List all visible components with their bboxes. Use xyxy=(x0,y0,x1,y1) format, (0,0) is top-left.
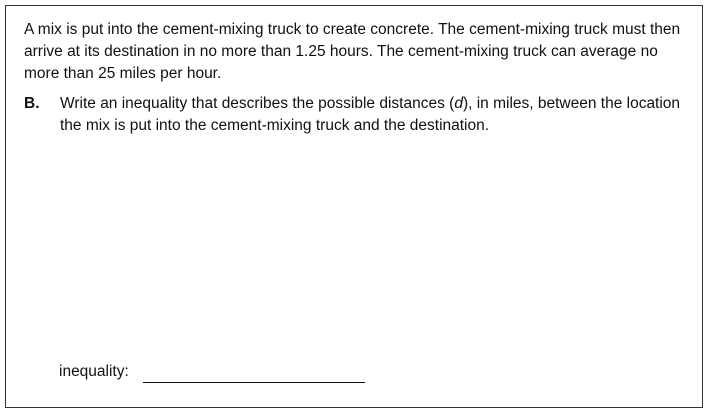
question-text-start: Write an inequality that describes the possible distances ( xyxy=(60,95,455,112)
distance-variable: d xyxy=(454,95,463,112)
part-b xyxy=(24,93,692,137)
answer-label: inequality: xyxy=(59,363,129,380)
answer-blank-line[interactable] xyxy=(143,366,365,383)
question-text-end: ), in miles, between the location the mix is put into the cement-mixing truck and the destination. xyxy=(60,95,681,134)
part-b-question xyxy=(60,93,692,137)
answer-row xyxy=(59,361,365,383)
problem-intro: A mix is put into the cement-mixing truck to create concrete. The cement-mixing truck must then arrive at its destination in no more than 1.25 hours. The cement-mixing truck can average no more than 25 miles per hour. xyxy=(24,21,681,82)
problem-card xyxy=(5,5,703,408)
part-letter: B. xyxy=(24,95,40,112)
